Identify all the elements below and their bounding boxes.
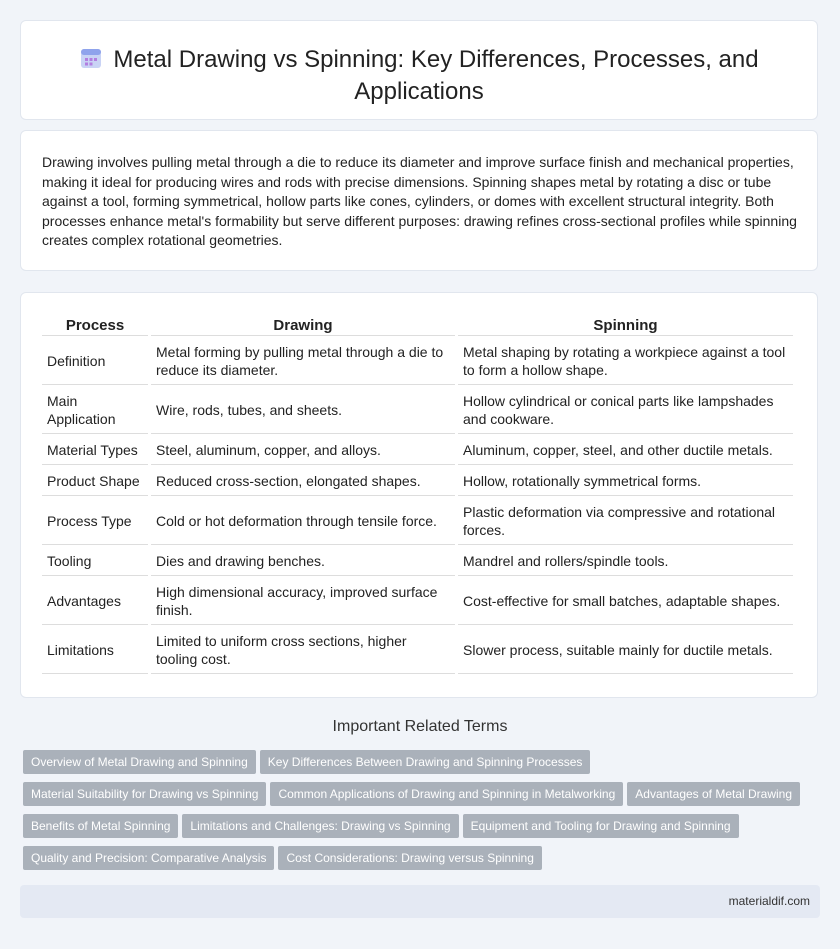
- row-label: Limitations: [42, 627, 148, 674]
- related-tag[interactable]: Advantages of Metal Drawing: [627, 782, 800, 806]
- comparison-table: [39, 312, 796, 676]
- related-tag[interactable]: Limitations and Challenges: Drawing vs Spinning: [182, 814, 458, 838]
- table-row: [42, 627, 793, 674]
- spinning-cell: Hollow cylindrical or conical parts like lampshades and cookware.: [458, 387, 793, 434]
- row-label: Definition: [42, 338, 148, 385]
- drawing-cell: Wire, rods, tubes, and sheets.: [151, 387, 455, 434]
- related-tag[interactable]: Equipment and Tooling for Drawing and Spinning: [463, 814, 739, 838]
- header-process: Process: [42, 314, 148, 336]
- row-label: Material Types: [42, 436, 148, 465]
- spinning-cell: Metal shaping by rotating a workpiece against a tool to form a hollow shape.: [458, 338, 793, 385]
- intro-card: [20, 130, 818, 271]
- spinning-cell: Hollow, rotationally symmetrical forms.: [458, 467, 793, 496]
- header-spinning: Spinning: [458, 314, 793, 336]
- page-title: [21, 45, 817, 106]
- related-tag[interactable]: Material Suitability for Drawing vs Spinning: [23, 782, 266, 806]
- table-row: [42, 338, 793, 385]
- drawing-cell: Limited to uniform cross sections, higher tooling cost.: [151, 627, 455, 674]
- drawing-cell: Steel, aluminum, copper, and alloys.: [151, 436, 455, 465]
- comparison-card: [20, 292, 818, 698]
- row-label: Main Application: [42, 387, 148, 434]
- table-row: [42, 467, 793, 496]
- drawing-cell: Cold or hot deformation through tensile force.: [151, 498, 455, 545]
- footer-site-link[interactable]: materialdif.com: [728, 894, 810, 908]
- related-tag[interactable]: Overview of Metal Drawing and Spinning: [23, 750, 256, 774]
- related-tag[interactable]: Benefits of Metal Spinning: [23, 814, 178, 838]
- table-row: [42, 498, 793, 545]
- spinning-cell: Aluminum, copper, steel, and other ductile metals.: [458, 436, 793, 465]
- related-tags: [23, 750, 813, 878]
- spinning-cell: Mandrel and rollers/spindle tools.: [458, 547, 793, 576]
- row-label: Tooling: [42, 547, 148, 576]
- table-row: [42, 578, 793, 625]
- row-label: Process Type: [42, 498, 148, 545]
- row-label: Advantages: [42, 578, 148, 625]
- page-title-text: Metal Drawing vs Spinning: Key Differences, Processes, and Applications: [113, 46, 759, 105]
- calendar-icon: [79, 46, 103, 77]
- drawing-cell: Metal forming by pulling metal through a die to reduce its diameter.: [151, 338, 455, 385]
- table-row: [42, 387, 793, 434]
- table-row: [42, 436, 793, 465]
- table-row: [42, 547, 793, 576]
- header-drawing: Drawing: [151, 314, 455, 336]
- spinning-cell: Cost-effective for small batches, adaptable shapes.: [458, 578, 793, 625]
- drawing-cell: Reduced cross-section, elongated shapes.: [151, 467, 455, 496]
- related-tag[interactable]: Cost Considerations: Drawing versus Spinning: [278, 846, 541, 870]
- footer: [20, 885, 820, 918]
- intro-text: Drawing involves pulling metal through a die to reduce its diameter and improve surface finish and mechanical properties, making it ideal for producing wires and rods with precise dimensions. Spinning shapes metal by rotating a disc or tube against a tool, forming symmetrical, hollow parts like cones, cylinders, or domes with excellent structural integrity. Both processes enhance metal's formability but serve different purposes: drawing refines cross-sectional profiles while spinning creates complex rotational geometries.: [42, 154, 797, 249]
- related-tag[interactable]: Quality and Precision: Comparative Analysis: [23, 846, 274, 870]
- related-tag[interactable]: Common Applications of Drawing and Spinning in Metalworking: [270, 782, 623, 806]
- spinning-cell: Plastic deformation via compressive and rotational forces.: [458, 498, 793, 545]
- related-tag[interactable]: Key Differences Between Drawing and Spinning Processes: [260, 750, 591, 774]
- drawing-cell: High dimensional accuracy, improved surface finish.: [151, 578, 455, 625]
- header-card: [20, 20, 818, 120]
- spinning-cell: Slower process, suitable mainly for ductile metals.: [458, 627, 793, 674]
- table-header-row: [42, 314, 793, 336]
- related-terms-title: Important Related Terms: [332, 718, 508, 735]
- row-label: Product Shape: [42, 467, 148, 496]
- drawing-cell: Dies and drawing benches.: [151, 547, 455, 576]
